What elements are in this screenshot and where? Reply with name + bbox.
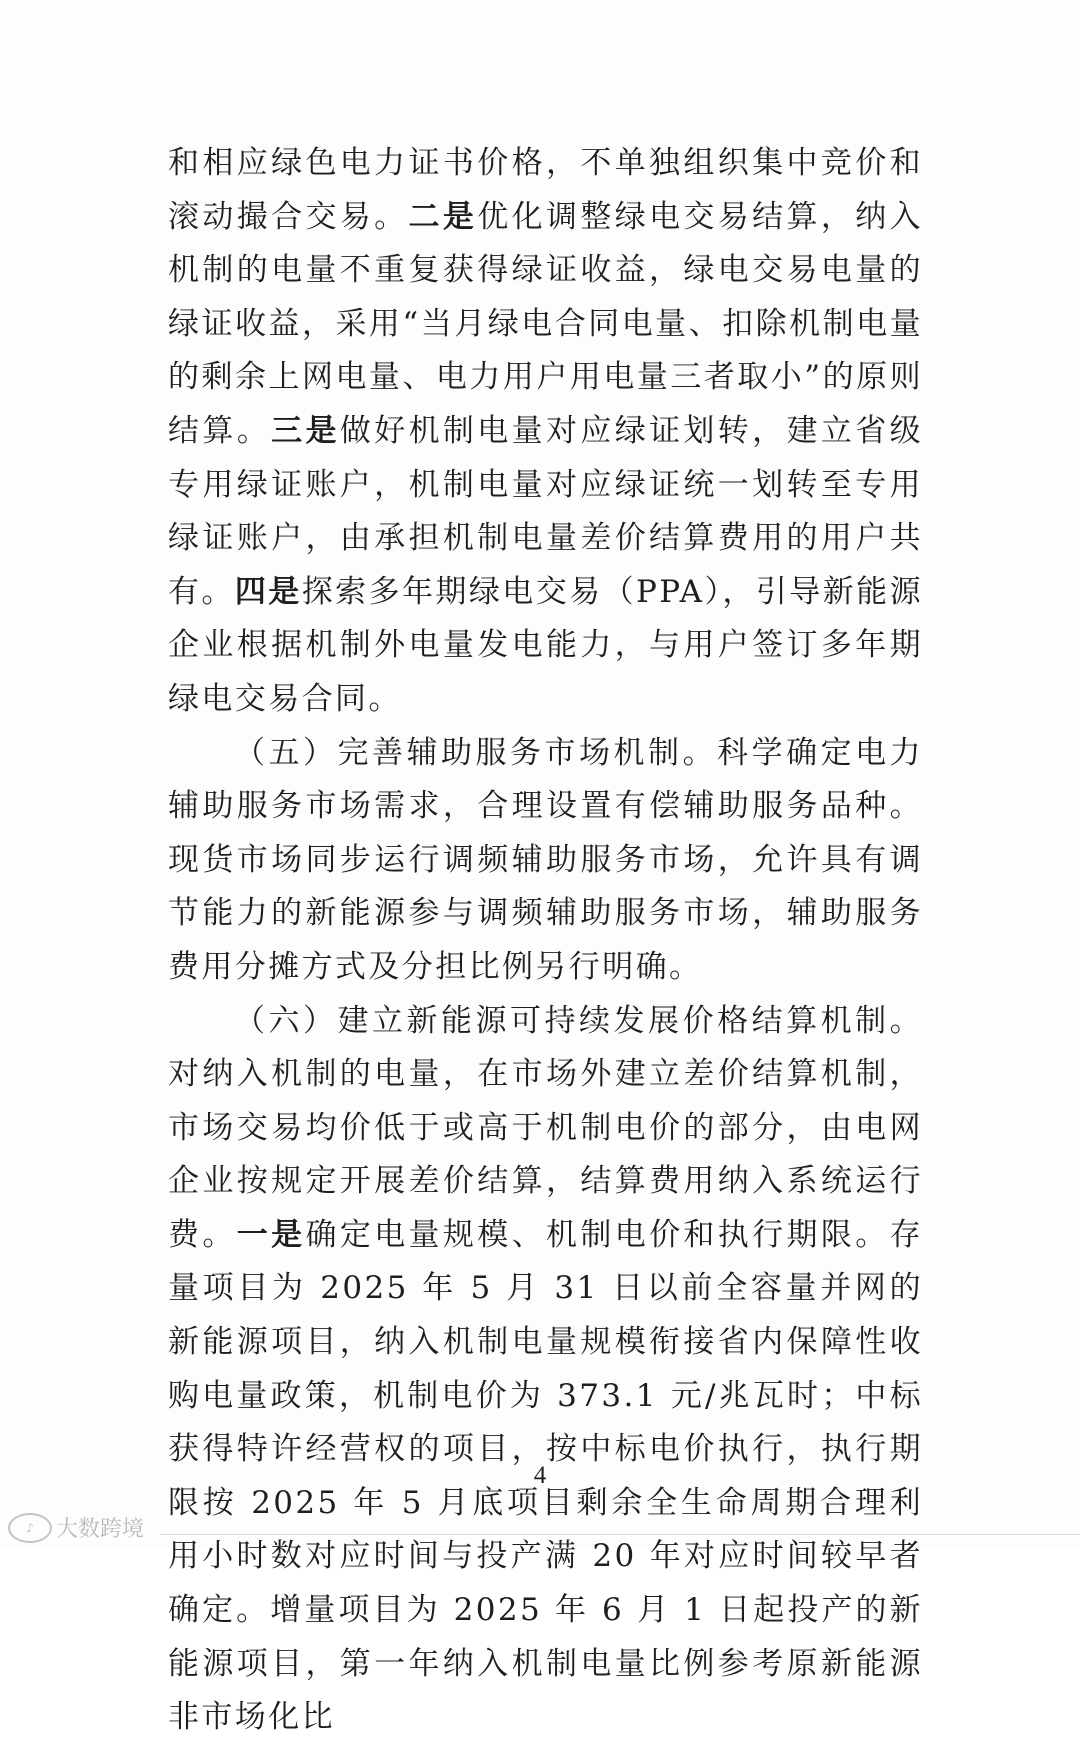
watermark-logo-icon: ♪: [8, 1513, 52, 1543]
scan-divider: [160, 1534, 1080, 1535]
bold-marker: 四是: [234, 573, 302, 610]
watermark: [8, 1512, 144, 1543]
document-body: [168, 137, 923, 1745]
page-number: 4: [533, 1462, 547, 1489]
text-segment: 优化调整绿电交易结算，纳入机制的电量不重复获得绿证收益，绿电交易电量的绿证收益，采用“当月绿电合同电量、扣除机制电量的剩余上网电量、电力用户用电量三者取小”的原则结算。: [168, 198, 923, 449]
text-segment: （五）完善辅助服务市场机制。科学确定电力辅助服务市场需求，合理设置有偿辅助服务品种。现货市场同步运行调频辅助服务市场，允许具有调节能力的新能源参与调频辅助服务市场，辅助服务费用分摊方式及分担比例另行明确。: [168, 734, 923, 985]
watermark-text: 大数跨境: [56, 1517, 145, 1542]
paragraph-1: [168, 137, 923, 727]
bold-marker: 三是: [271, 412, 340, 449]
text-segment: 确定电量规模、机制电价和执行期限。存量项目为 2025 年 5 月 31 日以前全容量并网的新能源项目，纳入机制电量规模衔接省内保障性收购电量政策，机制电价为 373.1 元/兆瓦时；中标获得特许经营权的项目，按中标电价执行，执行期限按 2025 年 5 月底项目剩余全生命周期合理利用小时数对应时间与投产满 20 年对应时间较早者确定。增量项目为 2025 年 6 月 1 日起投产的新能源项目，第一年纳入机制电量比例参考原新能源非市场化比: [168, 1216, 923, 1736]
bold-marker: 一是: [236, 1216, 306, 1253]
text-segment: （六）建立新能源可持续发展价格结算机制。对纳入机制的电量，在市场外建立差价结算机制，市场交易均价低于或高于机制电价的部分，由电网企业按规定开展差价结算，结算费用纳入系统运行费。: [168, 1002, 923, 1253]
bold-marker: 二是: [408, 198, 478, 235]
text-segment: 探索多年期绿电交易（PPA），引导新能源企业根据机制外电量发电能力，与用户签订多年期绿电交易合同。: [168, 573, 923, 717]
text-segment: 做好机制电量对应绿证划转，建立省级专用绿证账户，机制电量对应绿证统一划转至专用绿证账户，由承担机制电量差价结算费用的用户共有。: [168, 412, 923, 610]
text-segment: 和相应绿色电力证书价格，不单独组织集中竞价和滚动撮合交易。: [168, 145, 923, 235]
paragraph-3: [168, 995, 923, 1745]
paragraph-2: [168, 727, 923, 995]
